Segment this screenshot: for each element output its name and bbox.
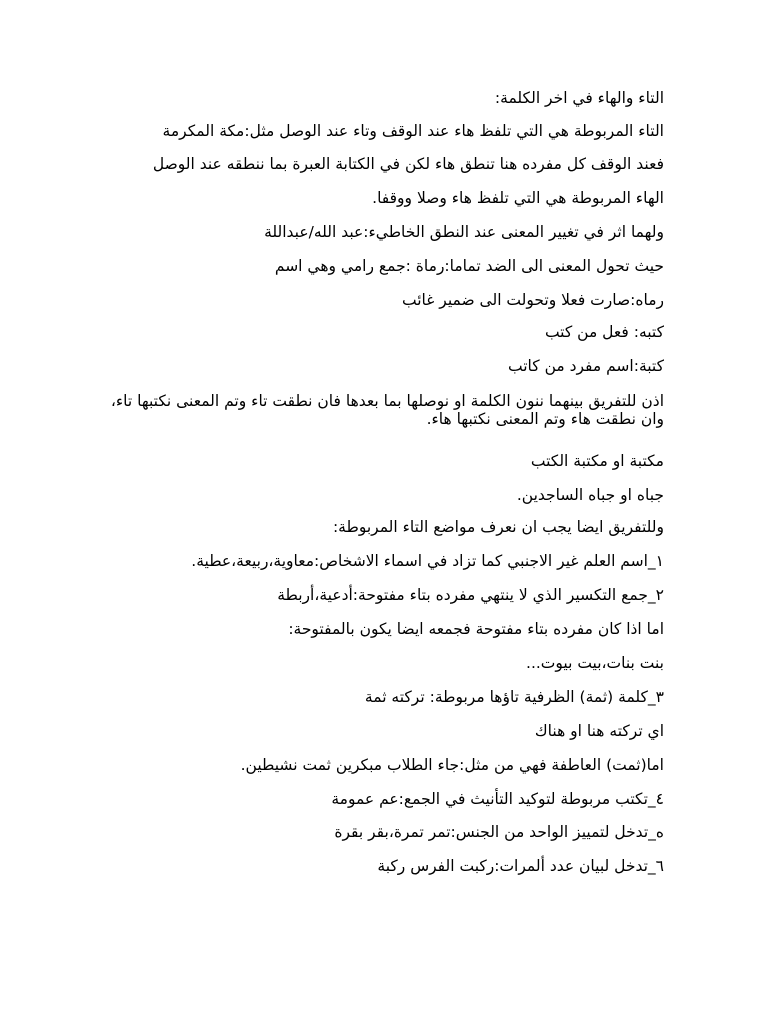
list-item: ١_اسم العلم غير الاجنبي كما تزاد في اسماء الاشخاص:معاوية،ربيعة،عطية. (191, 552, 664, 570)
text-line: كتبه: فعل من كتب (544, 323, 664, 341)
text-line: اي تركته هنا او هناك (534, 722, 664, 740)
list-item: ٤_تكتب مربوطة لتوكيد التأنيث في الجمع:عم عمومة (331, 790, 664, 808)
text-line: كتبة:اسم مفرد من كاتب (508, 357, 664, 375)
text-line: وللتفريق ايضا يجب ان نعرف مواضع التاء المربوطة: (332, 518, 664, 536)
text-line: جباه او جباه الساجدين. (516, 486, 664, 504)
text-line: الهاء المربوطة هي التي تلفظ هاء وصلا ووقفا. (372, 189, 664, 207)
text-paragraph: اذن للتفريق بينهما ننون الكلمة او نوصلها بما بعدها فان نطقت تاء وتم المعنى نكتبها تاء، وان نطقت هاء وتم المعنى نكتبها هاء. (110, 392, 664, 428)
text-line: اما اذا كان مفرده بتاء مفتوحة فجمعه ايضا يكون بالمفتوحة: (288, 620, 664, 638)
list-item: ٣_كلمة (ثمة) الظرفية تاؤها مربوطة: تركته ثمة (364, 688, 664, 706)
text-line: بنت بنات،بيت بيوت... (526, 654, 664, 672)
list-item: ه_تدخل لتمييز الواحد من الجنس:تمر تمرة،بقر بقرة (334, 823, 664, 841)
text-line: التاء المربوطة هي التي تلفظ هاء عند الوقف وتاء عند الوصل مثل:مكة المكرمة (162, 122, 664, 140)
list-item: ٢_جمع التكسير الذي لا ينتهي مفرده بتاء مفتوحة:أدعية،أربطة (277, 586, 664, 604)
heading-line: التاء والهاء في اخر الكلمة: (494, 89, 664, 107)
text-line: رماه:صارت فعلا وتحولت الى ضمير غائب (401, 291, 664, 309)
text-line: حيث تحول المعنى الى الضد تماما:رماة :جمع رامي وهي اسم (274, 257, 664, 275)
text-line: فعند الوقف كل مفرده هنا تنطق هاء لكن في الكتابة العبرة بما ننطقه عند الوصل (152, 155, 664, 173)
text-line: مكتبة او مكتبة الكتب (530, 452, 664, 470)
text-line: ولهما اثر في تغيير المعنى عند النطق الخاطيء:عبد الله/عبداللة (264, 223, 664, 241)
list-item: ٦_تدخل لبيان عدد ألمرات:ركبت الفرس ركبة (377, 857, 664, 875)
text-line: اما(ثمت) العاطفة فهي من مثل:جاء الطلاب مبكرين ثمت نشيطين. (240, 756, 664, 774)
